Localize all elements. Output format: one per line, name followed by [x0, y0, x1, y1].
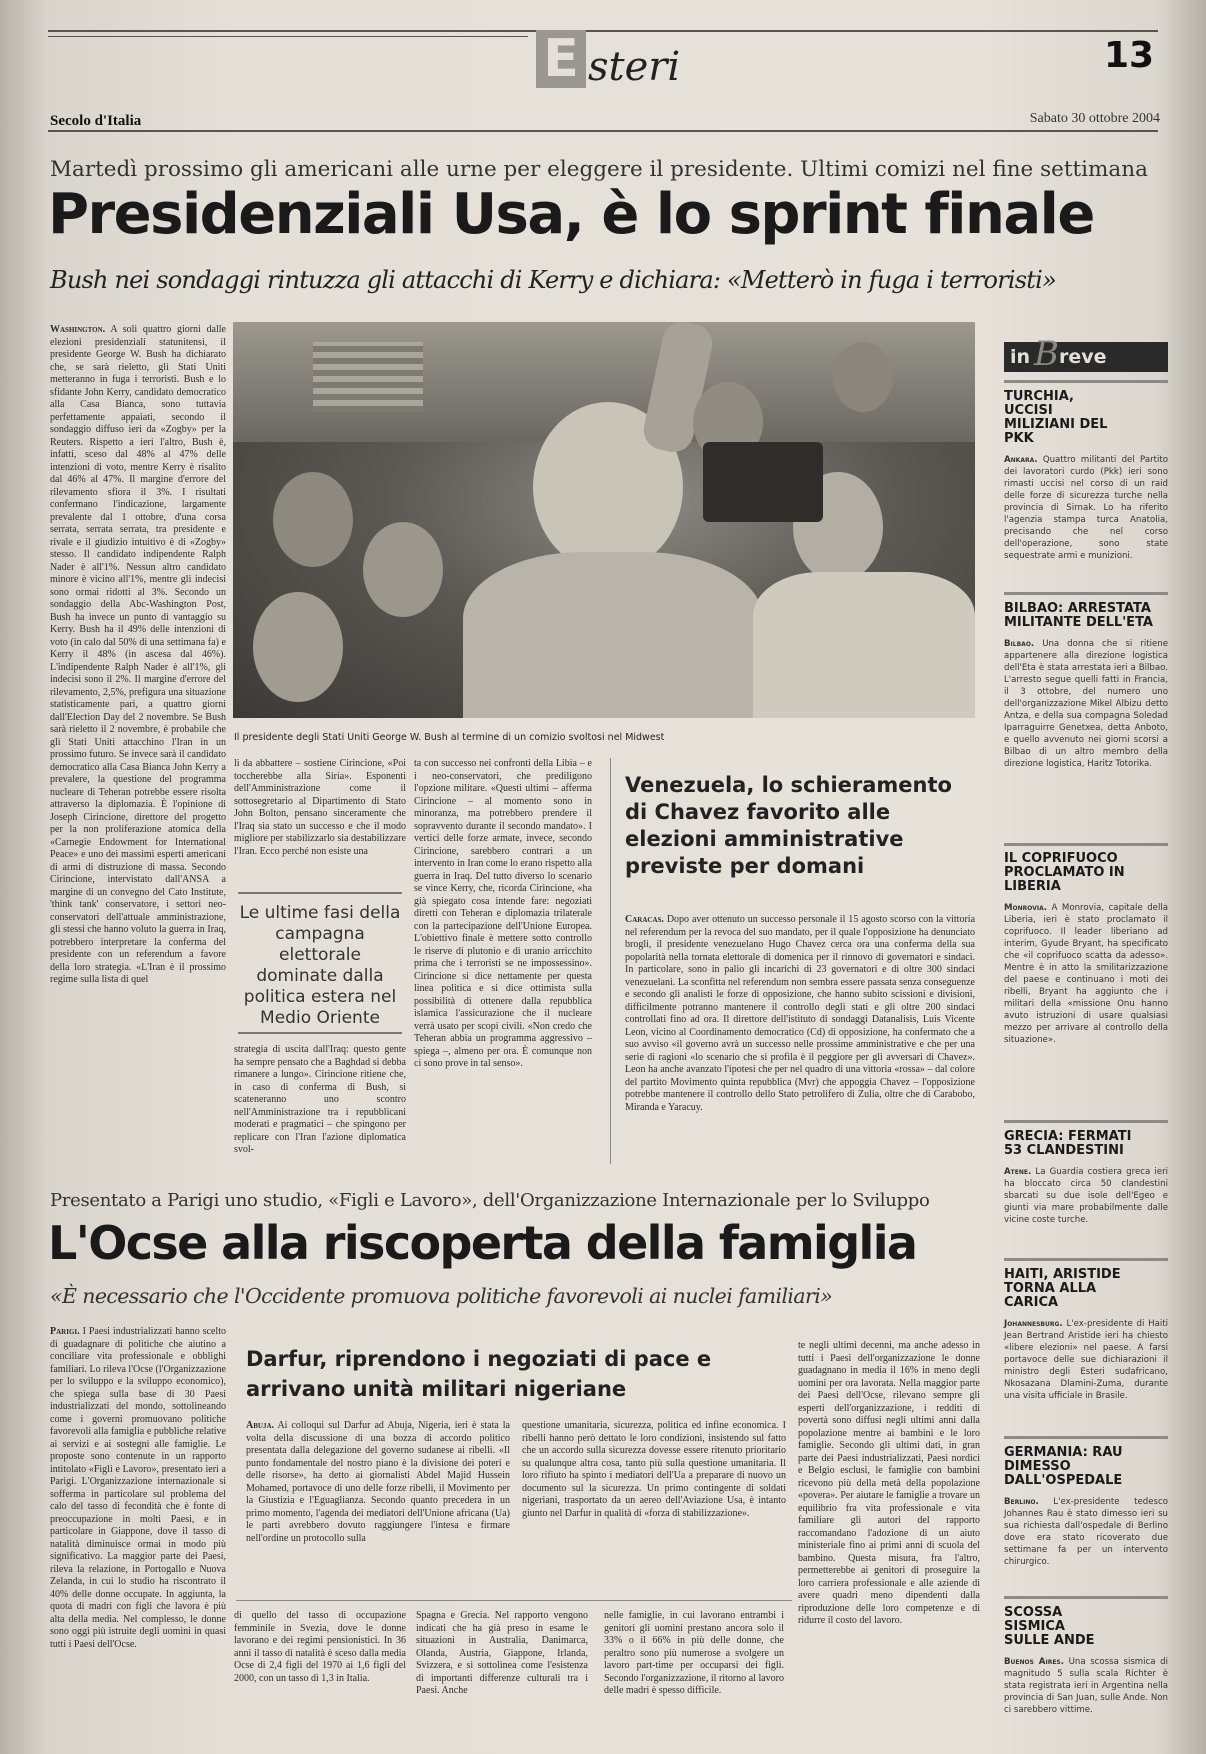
ocse-subhead: «È necessario che l'Occidente promuova politiche favorevoli ai nuclei familiari»: [50, 1284, 833, 1308]
lead-kicker: Martedì prossimo gli americani alle urne per eleggere il presidente. Ultimi comizi nel fine settimana: [50, 157, 1148, 182]
sidebar-item-text: [1004, 902, 1168, 1110]
sidebar-item-text: [1004, 1318, 1168, 1436]
sidebar-item-headline: GRECIA: FERMATI 53 CLANDESTINI: [1004, 1129, 1132, 1158]
sidebar-item-body: Quattro militanti del Partito dei lavoratori curdo (Pkk) ieri sono rimasti uccisi nel corso di un raid delle forze di sicurezza turche nella provincia di Sirnak. Lo ha riferito l'agenzia stampa turca Anatolia, precisando che nel corso dell'operazione, sono state sequestrate armi e munizioni.: [1004, 455, 1169, 561]
sidebar-sep: [1004, 1596, 1168, 1599]
sidebar-sep: [1004, 843, 1168, 846]
section-initial: E: [543, 29, 579, 89]
photo-sign: [703, 442, 823, 522]
sidebar-item-text: [1004, 1166, 1168, 1248]
ocse-body-col5: te negli ultimi decenni, ma anche adesso in tutti i Paesi dell'organizzazione le donne guadagnano in media il 16% in meno degli uomini per ora lavorata. Nella maggior parte dei Paesi dell'Ocse, rilevano sempre gli esperti dell'organizzazione, i redditi di povertà sono diffusi negli ultimi anni dalla popolazione mentre ai bambini e le loro famiglie. Secondo gli ultimi dati, in gran parte dei Paesi industrializzati, Paesi nordici e Belgio esclusi, le famiglie con bambini ricevono più della metà della popolazione «povera». Per aiutare le famiglie a trovare un equilibrio fra vita professionale e vita familiare gli autori del rapporto raccomandano l'adozione di un aiuto ministeriale fino ai primi anni di scuola del bambino. Questa misura, fra l'altro, permetterebbe ai genitori di proseguire la loro carriera professionale e alle aziende di avere quadri meno dipendenti dalla riproduzione delle loro competenze e di ridurre il costo del lavoro.: [798, 1340, 980, 1626]
darfur-headline: Darfur, riprendono i negoziati di pace e arrivano unità militari nigeriane: [246, 1347, 712, 1401]
lead-body-col1: A soli quattro giorni dalle elezioni presidenziali statunitensi, il presidente George W. Bush ha dichiarato che, se sarà rieletto, gli Stati Uniti metteranno in fuga i terroristi. Bush e lo sfidante John Kerry, candidato democratico alla Casa Bianca, sono tuttavia perfettamente appaiati, secondo il sondaggio diffuso ieri da «Zogby» per la Reuters. Rispetto a ieri l'altro, Bush è, infatti, sceso dal 48% al 47% delle intenzioni di voto, mentre Kerry è risalito dal 46% al 47%. Il margine d'errore del rilevamento sfiora il 3%. I risultati confermano l'indicazione, largamente prevalente dal 1 ottobre, d'una corsa serrata, serrata serrata, tra presidente e rivale e il giudizio intuitivo è di «Zogby» stesso. Il candidato indipendente Ralph Nader è all'1%. Nessun altro candidato minore è vicino all'1%, mentre gli indecisi sono ormai ridotti al 3%. Secondo un sondaggio della Abc-Washington Post, Bush ha invece un punto di vantaggio su Kerry. Bush ha il 49% delle intenzioni di voto (in calo dal 50% di una settimana fa) e Kerry il 48% (in ascesa dal 46%). L'indipendente Ralph Nader è all'1%, gli indecisi sono il 2%. Il margine d'errore del rilevamento, 2,5%, prefigura una situazione statisticamente pari, a quattro giorni dall'Election Day del 2 novembre. Se Bush sarà rieletto il 2 novembre, è probabile che gli Stati Uniti attacchino l'Iran in un prossimo futuro. Se invece sarà il candidato democratico alla Casa Bianca John Kerry a prevalere, la questione del programma nucleare di Teheran potrebbe essere risolta attraverso la diplomazia. È l'opinione di Joseph Cirincione, direttore del progetto per la non proliferazione atomica della «Carnegie Endowment for International Peace» e uno dei massimi esperti americani di armi di distruzione di massa. Secondo Cirincione, intervistato dall'ANSA a margine di un convegno del Cato Institute, 'think tank' conservatore, i settori neo-conservatori dell'attuale amministrazione, gli stessi che hanno voluto la guerra in Iraq, potrebbero interpretare la conferma del presidente con un referendum a favore della loro strategia. «L'Iran è il prossimo regime sulla lista di quel: [50, 324, 226, 985]
sidebar-sep: [1004, 380, 1168, 383]
sidebar-item-body: Una scossa sismica di magnitudo 5 sulla scala Richter è stata registrata ieri in Argentina nella provincia di San Juan, sulle Ande. Non ci sarebbero vittime.: [1004, 1657, 1168, 1715]
sidebar-item-headline: TURCHIA, UCCISI MILIZIANI DEL PKK: [1004, 389, 1108, 446]
sidebar-item-dateline: Buenos Aires.: [1004, 1657, 1065, 1667]
ocse-kicker: Presentato a Parigi uno studio, «Figli e Lavoro», dell'Organizzazione Internazionale per lo Sviluppo: [50, 1190, 930, 1211]
sidebar-title-in: in: [1010, 346, 1031, 368]
section-initial-box: [536, 30, 586, 88]
top-rule-thin: [48, 36, 528, 37]
venezuela-dateline: Caracas.: [625, 914, 664, 925]
header-rule: [48, 130, 1158, 132]
sidebar-item-body: La Guardia costiera greca ieri ha bloccato circa 50 clandestini sbarcati su due isole dell'Egeo e giunti via mare probabilmente dalle vicine coste turche.: [1004, 1167, 1169, 1225]
photo-flags: [313, 342, 423, 412]
lead-column-1: [50, 324, 226, 1102]
ocse-body-col3: Spagna e Grecia. Nel rapporto vengono indicati che ha già preso in esame le situazioni in Australia, Danimarca, Olanda, Austria, Giappone, Irlanda, Svizzera, e si sottolinea come l'esistenza di importanti differenze culturali tra i Paesi. Anche: [416, 1610, 588, 1696]
top-rule: [48, 30, 1158, 32]
sidebar-item-text: [1004, 638, 1168, 826]
sidebar-item-text: [1004, 1656, 1168, 1744]
ocse-body-col1: I Paesi industrializzati hanno scelto di guadagnare di politiche che aiutino a conciliare vita professionale e obblighi familiari. Lo rileva l'Ocse (l'Organizzazione per lo sviluppo e la sviluppo economico), che spiega sulla base di 30 Paesi industrializzati del mondo, sottolineando come i governi promuovano politiche favorevoli alla famiglia e pubbliche relative ai servizi e ai sostegni alle famiglie. Le proposte sono contenute in un rapporto intitolato «Figli e Lavoro», presentato ieri a Parigi. L'Organizzazione internazionale si sofferma in particolare sul problema del calo del tasso di fecondità che è fonte di preoccupazione in molti Paesi, e in particolare in Giappone, dove il tasso di natalità diminuisce ormai in modo più significativo. La maggior parte dei Paesi, rileva la relazione, in Portogallo e Nuova Zelanda, in cui lo studio ha riscontrato il 40% delle donne occupate. In aggiunta, la quota di madri con figli che lavora è più alta della media. Nel complesso, le donne sono oggi più istruite degli uomini in quasi tutti i Paesi dell'Ocse.: [50, 1326, 226, 1650]
sidebar-title: [1004, 334, 1168, 374]
sidebar-title-rest: reve: [1059, 346, 1107, 368]
ocse-column-1: [50, 1326, 226, 1726]
pullquote: Le ultime fasi della campagna elettorale dominate dalla politica estera nel Medio Oriente: [239, 903, 401, 1028]
venezuela-body: Dopo aver ottenuto un successo personale il 15 agosto scorso con la vittoria nel referendum per la revoca del suo mandato, per il quale l'opposizione ha denunciato brogli, il presidente venezuelano Hugo Chavez cerca ora una conferma della sua popolarità nella tornata elettorale di domenica per il rinnovo di governatori e sindaci. In particolare, sono in palio gli incarichi di 23 governatori e di oltre 300 sindaci venezuelani. La sconfitta nel referendum non sembra essere passata senza conseguenze e secondo gli analisti le forze di opposizione, che hanno subito scissioni e divisioni, difficilmente potranno mantenere il controllo degli stati e gli oltre 200 sindaci controllati fino ad ora. Il direttore dell'istituto di sondaggi Datanalisis, Luis Vicente Leon, vicino al Coordinamento democratico (Cd) di opposizione, ha confermato che a suo avviso «il governo avrà un successo nelle prossime amministrative e che per una serie di ragioni «lo scenario che si profila è il peggiore per gli avversari di Chavez». Leon ha anche avanzato l'ipotesi che per nel quadro di una vittoria «rossa» – dal colore del partito Movimento quinta repubblica (Mvr) che appoggia Chavez – l'opposizione potrebbe mantenere il controllo dello Stato petrolifero di Zulia, oltre che di Carabobo, Miranda e Yaracuy.: [625, 914, 976, 1113]
photo-caption: Il presidente degli Stati Uniti George W. Bush al termine di un comizio svoltosi nel Midwest: [234, 732, 665, 743]
sidebar-item-headline: GERMANIA: RAU DIMESSO DALL'OSPEDALE: [1004, 1445, 1123, 1488]
lead-photo: [233, 322, 975, 718]
masthead: Secolo d'Italia: [50, 113, 142, 129]
ocse-dateline: Parigi.: [50, 1326, 80, 1337]
sidebar-item: [1004, 1268, 1168, 1436]
sidebar-item-body: L'ex-presidente di Haiti Jean Bertrand Aristide ieri ha chiesto «libere elezioni» nel paese. A farsi portavoce delle sue dichiarazioni il ministro degli Esteri sudafricano, Nkosazana Dlamini-Zuma, durante una visita ufficiale in Brasile.: [1004, 1319, 1169, 1401]
sidebar-item-body: L'ex-presidente tedesco Johannes Rau è stato dimesso ieri su sua richiesta dall'ospedale di Berlino dove era stato ricoverato due settimane fa per un intervento chirurgico.: [1004, 1497, 1168, 1567]
pullquote-rule-bottom: [238, 1032, 402, 1034]
sidebar-item-dateline: Monrovia.: [1004, 903, 1048, 913]
darfur-col1: [246, 1420, 510, 1584]
ocse-body-col2: di quello del tasso di occupazione femminile in Svezia, dove le donne lavorano e dei regimi pensionistici. In 36 anni il tasso di natalità è sceso dalla media Ocse di 2,4 figli del 1970 ai 1,6 figli del 2000, con un tasso di 1,3 in Italia.: [234, 1610, 406, 1684]
page-number: 13: [1104, 35, 1155, 76]
sidebar-item-body: Una donna che si ritiene appartenere alla direzione logistica dell'Eta è stata arrestata ieri a Bilbao. L'arresto segue quelli fatti in Francia, il 3 ottobre, del numero uno dell'organizzazione Mikel Albizu detto Antza, e della sua compagna Soledad Iparraguirre Genetxea, detta Anboto, e quello avvenuto nei giorni scorsi a Bilbao di un altro membro della direzione logistica, Haritz Totorika.: [1004, 639, 1168, 769]
sidebar-item-headline: IL COPRIFUOCO PROCLAMATO IN LIBERIA: [1004, 851, 1125, 894]
sidebar-item-text: [1004, 1496, 1168, 1604]
sidebar-item: [1004, 1446, 1168, 1604]
sidebar-item-dateline: Atene.: [1004, 1167, 1032, 1177]
sidebar-sep: [1004, 1436, 1168, 1439]
ocse-body-col4: nelle famiglie, in cui lavorano entrambi i genitori gli uomini prestano ancora solo il 33% o il 66% in più delle donne, che peraltro sono più numerose a svolgere un lavoro part-time per occuparsi dei figli. Secondo l'organizzazione, il ritorno al lavoro delle madri è spesso difficile.: [604, 1610, 784, 1696]
section-title: steri: [588, 44, 681, 90]
sidebar-sep: [1004, 592, 1168, 595]
darfur-body-col2: questione umanitaria, sicurezza, politica ed infine economica. I ribelli hanno però dettato le loro condizioni, insistendo sul fatto che un accordo sulla sicurezza dovesse essere ritenuto prioritario su qualunque altra cosa, tanto più sulla questione umanitaria. Il loro rifiuto ha spinto i mediatori dell'Ua a preparare di nuovo un documento sul la sicurezza. Un primo contingente di soldati nigeriani, trasportato da un aereo dell'Aviazione Usa, è intanto giunto nel Darfur in qualità di «forza di stabilizzazione».: [522, 1420, 786, 1519]
venezuela-box: [610, 758, 979, 1164]
sidebar-item-dateline: Bilbao.: [1004, 639, 1035, 649]
venezuela-headline: Venezuela, lo schieramento di Chavez favorito alle elezioni amministrative previste per domani: [625, 773, 952, 878]
sidebar-sep: [1004, 1258, 1168, 1261]
issue-date: Sabato 30 ottobre 2004: [1029, 111, 1160, 126]
sidebar-item-headline: BILBAO: ARRESTATA MILITANTE DELL'ETA: [1004, 601, 1153, 630]
sidebar-item: [1004, 1130, 1168, 1248]
sidebar-item-body: A Monrovia, capitale della Liberia, ieri è stato proclamato il coprifuoco. Il leader liberiano ad interim, Gyude Bryant, ha specificato che «il coprifuoco scatta da adesso». Mentre è in atto la smilitarizzazione del paese e continuano i moti dei ribelli, Bryant ha aggiunto che i militari della «missione Onu hanno avuto istruzioni di usare qualsiasi mezzo per arrivare al controllo della situazione».: [1004, 903, 1168, 1045]
sidebar-item-headline: SCOSSA SISMICA SULLE ANDE: [1004, 1605, 1095, 1648]
lead-headline: Presidenziali Usa, è lo sprint finale: [48, 182, 1094, 247]
darfur-box: [234, 1330, 794, 1590]
sidebar-sep: [1004, 1120, 1168, 1123]
photo-figure-shirt: [463, 552, 763, 718]
sidebar-item-text: [1004, 454, 1168, 594]
lead-dateline: Washington.: [50, 324, 106, 335]
lead-body-col3: ta con successo nei confronti della Libia – e i neo-conservatori, che prediligono l'opzione militare. «Questi ultimi – afferma Cirincione – al momento sono in minoranza, ma potrebbero prendere il sopravvento durante il secondo mandato». I vertici delle forze armate, invece, secondo Cirincione, sarebbero contrari a un intervento in Iran come lo erano rispetto alla guerra in Iraq. Del tutto diverso lo scenario se vince Kerry, che, ricorda Cirincione, «ha già spiegato cosa intende fare: negoziati diretti con Teheran e diplomazia trilaterale con la partecipazione dell'Unione Europea. L'obiettivo finale è mettere sotto controllo le riserve di plutonio e di uranio arricchito prima che i terroristi se ne impossessino». Cirincione si dice nettamente per questa linea politica e si dice ottimista sulla possibilità di ottenere dalla repubblica islamica l'assicurazione che il nucleare verrà usato per scopi civili. «Non credo che Teheran abbia un programma aggressivo – spiega –, almeno per ora. È comunque non ci sono prove in tal senso».: [414, 758, 592, 1069]
sidebar-item: [1004, 1606, 1168, 1744]
sidebar-item: [1004, 852, 1168, 1110]
lead-body-col2b: strategia di uscita dall'Iraq: questo gente ha sempre pensato che a Baghdad si debba rimanere a lungo». Cirincione ritiene che, in caso di conferma di Bush, si scateneranno uno scontro nell'Amministrazione tra i repubblicani moderati e pragmatici – che spingono per replicare con l'Iran l'azione diplomatica svol-: [234, 1044, 406, 1155]
lead-subhead: Bush nei sondaggi rintuzza gli attacchi di Kerry e dichiara: «Metterò in fuga i terroristi»: [50, 266, 1056, 294]
sidebar-item-dateline: Ankara.: [1004, 455, 1038, 465]
venezuela-body-wrap: [625, 914, 975, 1154]
darfur-dateline: Abuja.: [246, 1420, 275, 1431]
sidebar-title-b: B: [1034, 334, 1059, 374]
darfur-body-col1: Ai colloqui sul Darfur ad Abuja, Nigeria, ieri è stata la volta della discussione di una bozza di accordo politico presentata dalla delegazione del governo sudanese ai ribelli. «Il punto fondamentale del nostro piano è la divisione dei poteri e delle risorse», ha detto ai giornalisti Abdel Majid Hussein Mohamed, portavoce di uno delle forze ribelli, il Movimento per la Giustizia e l'Eguaglianza. Secondo quanto precedera in un primo momento, l'agenda dei mediatori dell'Unione africana (Ua) le parti avrebbero dovuto raggiungere l'intesa e firmare nell'ordine un protocollo sulla: [246, 1420, 510, 1544]
sidebar-item: [1004, 602, 1168, 826]
darfur-bottom-rule: [236, 1600, 792, 1601]
sidebar-item-headline: HAITI, ARISTIDE TORNA ALLA CARICA: [1004, 1267, 1121, 1310]
ocse-headline: L'Ocse alla riscoperta della famiglia: [48, 1216, 917, 1270]
lead-body-col2a: li da abbattere – sostiene Cirincione, «Poi toccherebbe alla Siria». Esponenti dell'Amministrazione come il sottosegretario al Dipartimento di Stato John Bolton, pensano sinceramente che l'Iraq sia stato un successo e che il modo migliore per stabilizzarlo sia destabilizzare l'Iran. Ecco perché non esiste una: [234, 758, 406, 857]
sidebar-item-dateline: Johannesburg.: [1004, 1319, 1063, 1329]
sidebar-item: [1004, 390, 1168, 594]
pullquote-rule-top: [238, 892, 402, 894]
sidebar-item-dateline: Berlino.: [1004, 1497, 1039, 1507]
